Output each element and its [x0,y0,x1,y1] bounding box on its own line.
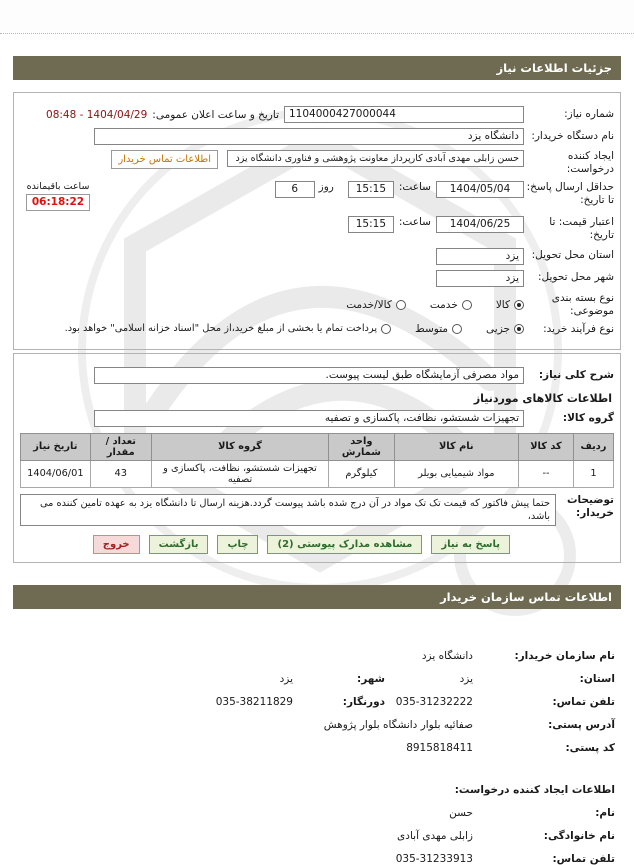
last-name-label: نام خانوادگی: [543,830,615,843]
cell-need-date: 1404/06/01 [21,460,91,487]
row-goods-group [20,410,614,427]
row-org-name [19,650,615,662]
last-name-value: زابلی مهدی آبادی [397,830,473,843]
radio-goods-label: کالا [495,298,510,311]
announce-datetime-value: 08:48 - 1404/04/29 [46,108,148,121]
creator-section-title: اطلاعات ایجاد کننده درخواست: [454,784,615,797]
cell-goods-name: مواد شیمیایی بویلر [394,460,519,487]
col-row-number: ردیف [573,433,613,460]
contact-fax-value: 035-38211829 [215,696,293,709]
radio-option-service[interactable] [430,299,472,311]
col-goods-group: گروه کالا [151,433,328,460]
col-count-unit: واحد شمارش [329,433,394,460]
back-button[interactable]: بازگشت [149,535,209,554]
radio-option-goods-service[interactable] [346,299,406,311]
radio-goods-service-label: کالا/خدمت [346,298,392,311]
row-first-name [19,807,615,819]
org-name-value: دانشگاه یزد [421,650,473,663]
row-address [19,719,615,731]
contact-fax-label: دورنگار: [342,696,385,709]
goods-group-label: گروه کالا: [562,411,614,424]
radio-option-treasury[interactable] [65,323,391,335]
creator-phone-label: تلفن تماس: [552,853,615,865]
remaining-time-label: ساعت باقیمانده [26,181,90,193]
need-description-label: شرح کلی نیاز: [538,368,614,381]
contact-phone-label: تلفن تماس: [552,696,615,709]
days-field[interactable]: 6 [275,181,315,198]
need-number-label: شماره نیاز: [564,107,614,120]
reply-deadline-label: حداقل ارسال پاسخ: تا تاریخ: [526,181,614,207]
remaining-time-value: 06:18:22 [26,194,90,211]
row-package-type [20,292,614,318]
row-process-type [20,323,614,336]
creator-phone-value: 035-31233913 [395,853,473,865]
contact-province-label: استان: [579,673,615,686]
exit-button[interactable]: خروج [93,535,140,554]
need-details-panel [13,92,621,350]
goods-section-title: اطلاعات کالاهای موردنیاز [473,391,612,405]
radio-option-medium[interactable] [415,323,462,335]
remaining-time-block [26,181,90,211]
section-header-need-details: جزئیات اطلاعات نیاز [13,56,621,80]
first-name-value: حسن [449,807,473,820]
print-button[interactable]: چاپ [217,535,258,554]
reply-deadline-date-field[interactable]: 1404/05/04 [436,181,524,198]
row-delivery-province [20,248,614,265]
row-price-validity [20,216,614,242]
radio-service-label: خدمت [429,298,458,311]
row-delivery-city [20,270,614,287]
days-unit-label: روز [318,181,334,194]
contact-province-value: یزد [459,673,473,686]
request-creator-section [13,784,621,865]
row-last-name [19,830,615,842]
request-creator-field[interactable]: حسن زابلی مهدی آبادی کارپرداز معاونت پژوهشی و فناوری دانشگاه یزد [227,150,524,167]
buyer-org-field[interactable]: دانشگاه یزد [94,128,524,145]
radio-minor-icon[interactable] [514,324,524,334]
org-name-label: نام سازمان خریدار: [514,650,615,663]
contact-phone-value: 035-31232222 [395,696,473,709]
row-phone-fax [19,696,615,708]
contact-address-value: صفائیه بلوار دانشگاه بلوار پژوهش [323,719,473,732]
buyer-contact-link[interactable]: اطلاعات تماس خریدار [111,150,218,169]
radio-treasury-label: پرداخت تمام یا بخشی از مبلغ خرید،از محل "اسناد خزانه اسلامی" خواهد بود. [64,322,378,334]
row-buyer-org [20,128,614,145]
radio-option-goods[interactable] [496,299,524,311]
buyer-contact-section [13,609,621,754]
postal-code-value: 8915818411 [406,742,473,755]
cell-quantity: 43 [90,460,151,487]
price-validity-label: اعتبار قیمت: تا تاریخ: [549,216,614,242]
contact-address-label: آدرس پستی: [548,719,615,732]
row-need-description [20,367,614,384]
need-number-field[interactable]: 1104000427000044 [284,106,524,123]
cell-goods-code: -- [519,460,574,487]
price-validity-time-field[interactable]: 15:15 [348,216,394,233]
row-request-creator [20,150,614,176]
cell-row-number: 1 [573,460,613,487]
row-postal-code [19,742,615,754]
price-validity-hour-label: ساعت: [398,216,431,229]
delivery-city-field[interactable]: یزد [436,270,524,287]
delivery-province-label: استان محل تحویل: [531,249,614,262]
col-goods-name: نام کالا [394,433,519,460]
radio-medium-icon[interactable] [452,324,462,334]
reply-deadline-time-field[interactable]: 15:15 [348,181,394,198]
radio-goods-service-icon[interactable] [396,300,406,310]
row-province-city [19,673,615,685]
goods-table-header-row [21,433,614,460]
cell-count-unit: کیلوگرم [329,460,394,487]
cell-goods-group: تجهیزات شستشو، نظافت، پاکسازی و تصفیه [151,460,328,487]
goods-group-field[interactable]: تجهیزات شستشو، نظافت، پاکسازی و تصفیه [94,410,524,427]
process-type-label: نوع فرآیند خرید: [543,322,614,335]
delivery-city-label: شهر محل تحویل: [538,271,614,284]
col-goods-code: کد کالا [519,433,574,460]
row-creator-phone [19,853,615,865]
goods-table-row [21,460,614,487]
action-buttons-row [20,535,614,554]
respond-button[interactable]: پاسخ به نیاز [431,535,510,554]
contact-city-value: یزد [279,673,293,686]
radio-minor-label: جزیی [486,322,510,335]
view-attachments-button[interactable]: مشاهده مدارک پیوستی (2) [267,535,422,554]
reply-deadline-hour-label: ساعت: [398,181,431,194]
price-validity-date-field[interactable]: 1404/06/25 [436,216,524,233]
radio-service-icon[interactable] [462,300,472,310]
buyer-org-label: نام دستگاه خریدار: [531,129,614,142]
goods-table [20,433,614,488]
row-reply-deadline [20,181,614,211]
buyer-notes-field[interactable]: حتما پیش فاکتور که قیمت تک تک مواد در آن درج شده باشد پیوست گردد.هزینه ارسال تا دانشگاه یزد به عهده تامین کننده می باشد، [20,494,556,526]
goods-panel [13,353,621,563]
request-creator-label: ایجاد کننده درخواست: [566,150,614,176]
postal-code-label: کد پستی: [565,742,615,755]
contact-city-label: شهر: [357,673,385,686]
col-need-date: تاریخ نیاز [21,433,91,460]
radio-treasury-icon[interactable] [381,324,391,334]
announce-datetime-label: تاریخ و ساعت اعلان عمومی: [152,108,279,121]
need-description-field[interactable]: مواد مصرفی آزمایشگاه طبق لیست پیوست. [94,367,524,384]
buyer-notes-label: توضیحات خریدار: [566,493,614,519]
row-need-number [20,106,614,123]
col-quantity: تعداد / مقدار [90,433,151,460]
first-name-label: نام: [595,807,615,820]
delivery-province-field[interactable]: یزد [436,248,524,265]
package-type-label: نوع بسته بندی موضوعی: [551,291,614,317]
page-top-separator [0,0,634,34]
row-buyer-notes [20,494,614,526]
radio-medium-label: متوسط [415,322,449,335]
radio-option-minor[interactable] [486,323,524,335]
section-header-buyer-contact: اطلاعات تماس سازمان خریدار [13,585,621,609]
radio-goods-icon[interactable] [514,300,524,310]
